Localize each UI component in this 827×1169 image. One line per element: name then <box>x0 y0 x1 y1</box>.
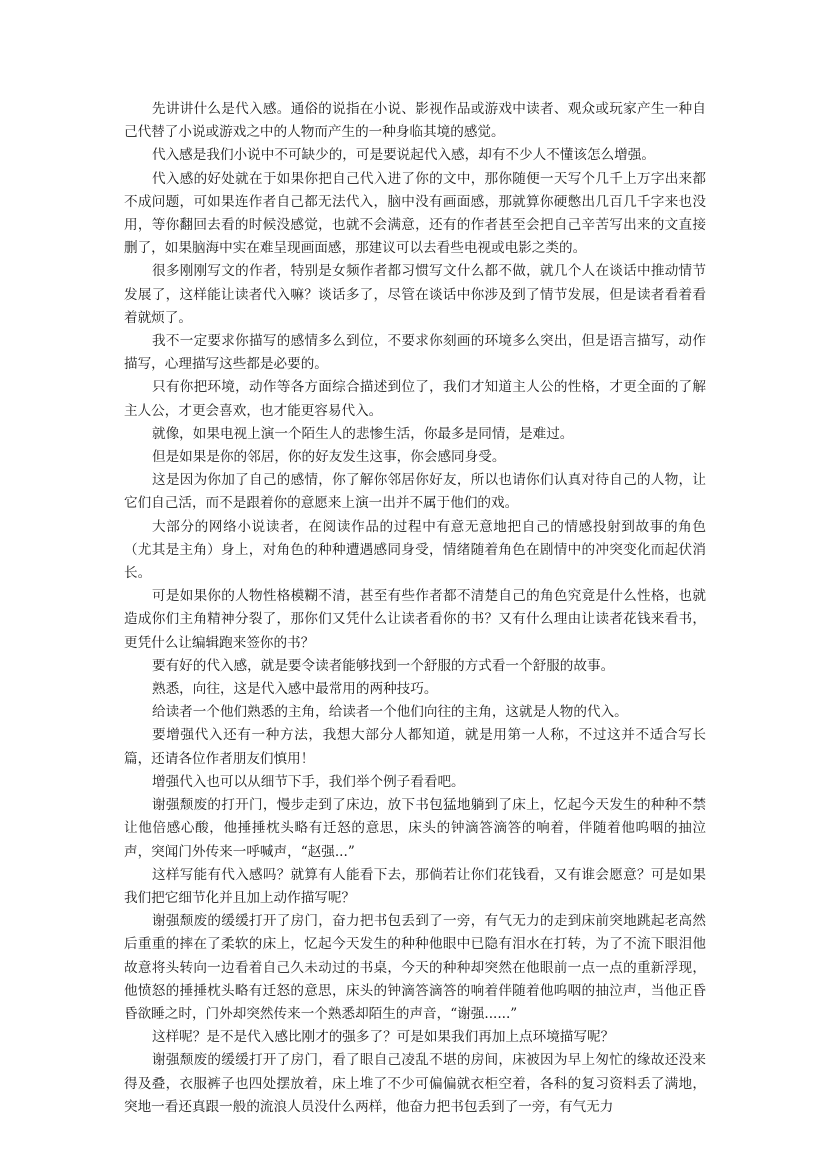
paragraph-18: 这样写能有代入感吗？就算有人能看下去，那倘若让你们花钱看，又有谁会愿意？可是如果我们把它细节化并且加上动作描写呢？ <box>124 866 706 906</box>
paragraph-19: 谢强颓废的缓缓打开了房门，奋力把书包丢到了一旁，有气无力的走到床前突地跳起老高然后重重的摔在了柔软的床上，忆起今天发生的种种他眼中已隐有泪水在打转，为了不流下眼泪他故意将头转向一边看着自己久未动过的书桌，今天的种种却突然在他眼前一点一点的重新浮现，他愤怒的捶捶枕头略有迁怒的意思，床头的钟滴答滴答的响着伴随着他呜咽的抽泣声，当他正昏昏欲睡之时，门外却突然传来一个熟悉却陌生的声音，“谢强......” <box>124 913 706 1022</box>
paragraph-9: 这是因为你加了自己的感情，你了解你邻居你好友，所以也请你们认真对待自己的人物，让它们自己活，而不是跟着你的意愿来上演一出并不属于他们的戏。 <box>124 472 706 512</box>
paragraph-20: 这样呢？是不是代入感比刚才的强多了？可是如果我们再加上点环境描写呢？ <box>152 1029 615 1046</box>
paragraph-5: 我不一定要求你描写的感情多么到位，不要求你刻画的环境多么突出，但是语言描写，动作描写，心理描写这些都是必要的。 <box>124 333 706 373</box>
paragraph-11: 可是如果你的人物性格模糊不清，甚至有些作者都不清楚自己的角色究竟是什么性格，也就造成你们主角精神分裂了，那你们又凭什么让读者看你的书？又有什么理由让读者花钱来看书，更凭什么让编辑跑来签你的书？ <box>124 588 706 651</box>
paragraph-1: 先讲讲什么是代入感。通俗的说指在小说、影视作品或游戏中读者、观众或玩家产生一种自己代替了小说或游戏之中的人物而产生的一种身临其境的感觉。 <box>124 101 706 141</box>
paragraph-12: 要有好的代入感，就是要令读者能够找到一个舒服的方式看一个舒服的故事。 <box>152 657 615 674</box>
paragraph-16: 增强代入也可以从细节下手，我们举个例子看看吧。 <box>152 773 465 790</box>
paragraph-4: 很多刚刚写文的作者，特别是女频作者都习惯写文什么都不做，就几个人在谈话中推动情节发展了，这样能让读者代入嘛？谈话多了，尽管在谈话中你涉及到了情节发展，但是读者看着看着就烦了。 <box>124 263 706 326</box>
paragraph-2: 代入感是我们小说中不可缺少的，可是要说起代入感，却有不少人不懂该怎么增强。 <box>152 147 655 164</box>
paragraph-7: 就像，如果电视上演一个陌生人的悲惨生活，你最多是同情，是难过。 <box>152 425 574 442</box>
paragraph-14: 给读者一个他们熟悉的主角，给读者一个他们向往的主角，这就是人物的代入。 <box>152 704 628 721</box>
paragraph-21: 谢强颓废的缓缓打开了房门，看了眼自己凌乱不堪的房间，床被因为早上匆忙的缘故还没来得及叠，衣服裤子也四处摆放着，床上堆了不少可偏偏就衣柜空着，各科的复习资料丢了满地，突地一看还真跟一般的流浪人员没什么两样，他奋力把书包丢到了一旁，有气无力 <box>124 1052 706 1115</box>
paragraph-3: 代入感的好处就在于如果你把自己代入进了你的文中，那你随便一天写个几千上万字出来都不成问题，可如果连作者自己都无法代入，脑中没有画面感，那就算你硬憋出几百几千字来也没用，等你翻回去看的时候没感觉，也就不会满意，还有的作者甚至会把自己辛苦写出来的文直接删了，如果脑海中实在难呈现画面感，那建议可以去看些电视或电影之类的。 <box>124 170 706 257</box>
paragraph-8: 但是如果是你的邻居，你的好友发生这事，你会感同身受。 <box>152 449 506 466</box>
paragraph-15: 要增强代入还有一种方法，我想大部分人都知道，就是用第一人称，不过这并不适合写长篇，还请各位作者朋友们慎用！ <box>124 727 706 767</box>
paragraph-6: 只有你把环境，动作等各方面综合描述到位了，我们才知道主人公的性格，才更全面的了解主人公，才更会喜欢，也才能更容易代入。 <box>124 379 706 419</box>
paragraph-13: 熟悉，向往，这是代入感中最常用的两种技巧。 <box>152 681 438 698</box>
paragraph-17: 谢强颓废的打开门，慢步走到了床边，放下书包猛地躺到了床上，忆起今天发生的种种不禁让他倍感心酸，他捶捶枕头略有迁怒的意思，床头的钟滴答滴答的响着，伴随着他呜咽的抽泣声，突闻门外传来一呼喊声，“赵强...” <box>124 797 706 860</box>
document-body <box>124 98 706 1119</box>
paragraph-10: 大部分的网络小说读者，在阅读作品的过程中有意无意地把自己的情感投射到故事的角色（尤其是主角）身上，对角色的种种遭遇感同身受，情绪随着角色在剧情中的冲突变化而起伏消长。 <box>124 518 706 582</box>
